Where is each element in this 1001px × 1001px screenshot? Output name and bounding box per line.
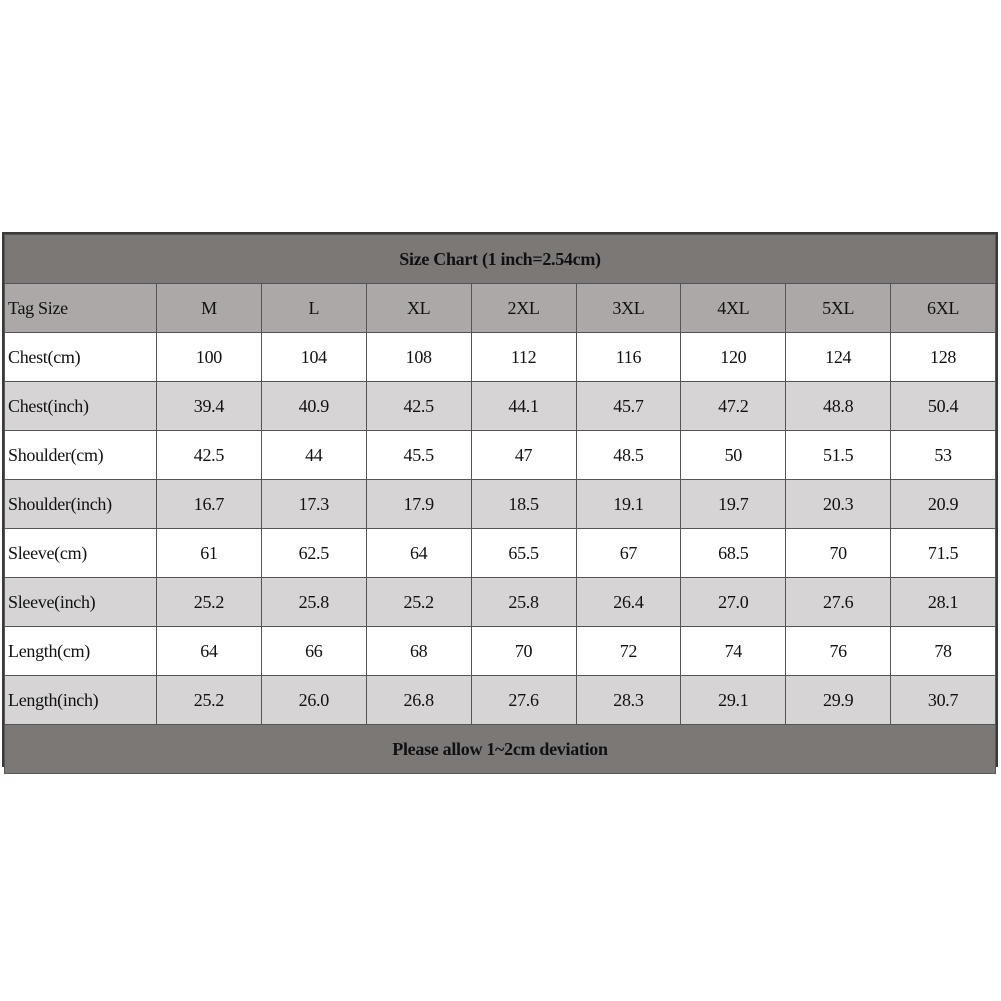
table-cell: 18.5 bbox=[471, 480, 576, 529]
size-header-xl: XL bbox=[366, 284, 471, 333]
table-cell: 28.1 bbox=[891, 578, 996, 627]
table-cell: 48.5 bbox=[576, 431, 681, 480]
table-row bbox=[5, 382, 996, 431]
table-row bbox=[5, 627, 996, 676]
table-cell: 71.5 bbox=[891, 529, 996, 578]
table-cell: 40.9 bbox=[261, 382, 366, 431]
table-cell: 25.2 bbox=[157, 676, 262, 725]
table-cell: 27.6 bbox=[786, 578, 891, 627]
header-row bbox=[5, 284, 996, 333]
row-label: Sleeve(inch) bbox=[5, 578, 157, 627]
table-cell: 120 bbox=[681, 333, 786, 382]
table-row bbox=[5, 578, 996, 627]
table-cell: 25.2 bbox=[366, 578, 471, 627]
table-cell: 100 bbox=[157, 333, 262, 382]
table-cell: 112 bbox=[471, 333, 576, 382]
table-cell: 62.5 bbox=[261, 529, 366, 578]
table-cell: 42.5 bbox=[157, 431, 262, 480]
table-cell: 53 bbox=[891, 431, 996, 480]
size-header-3xl: 3XL bbox=[576, 284, 681, 333]
table-cell: 47.2 bbox=[681, 382, 786, 431]
table-cell: 50.4 bbox=[891, 382, 996, 431]
table-cell: 108 bbox=[366, 333, 471, 382]
table-row bbox=[5, 431, 996, 480]
table-cell: 45.5 bbox=[366, 431, 471, 480]
row-label: Chest(cm) bbox=[5, 333, 157, 382]
table-cell: 17.3 bbox=[261, 480, 366, 529]
table-row bbox=[5, 333, 996, 382]
table-cell: 61 bbox=[157, 529, 262, 578]
table-cell: 72 bbox=[576, 627, 681, 676]
table-row bbox=[5, 480, 996, 529]
table-cell: 19.1 bbox=[576, 480, 681, 529]
table-cell: 116 bbox=[576, 333, 681, 382]
size-header-m: M bbox=[157, 284, 262, 333]
deviation-note: Please allow 1~2cm deviation bbox=[5, 725, 996, 774]
size-table bbox=[4, 234, 996, 774]
table-cell: 25.8 bbox=[261, 578, 366, 627]
table-cell: 16.7 bbox=[157, 480, 262, 529]
table-cell: 124 bbox=[786, 333, 891, 382]
table-cell: 29.1 bbox=[681, 676, 786, 725]
table-cell: 26.0 bbox=[261, 676, 366, 725]
table-cell: 104 bbox=[261, 333, 366, 382]
table-cell: 30.7 bbox=[891, 676, 996, 725]
size-header-4xl: 4XL bbox=[681, 284, 786, 333]
table-cell: 70 bbox=[786, 529, 891, 578]
table-row bbox=[5, 676, 996, 725]
table-cell: 78 bbox=[891, 627, 996, 676]
row-label: Shoulder(cm) bbox=[5, 431, 157, 480]
table-cell: 67 bbox=[576, 529, 681, 578]
row-label: Length(cm) bbox=[5, 627, 157, 676]
table-cell: 66 bbox=[261, 627, 366, 676]
table-cell: 25.8 bbox=[471, 578, 576, 627]
table-cell: 27.6 bbox=[471, 676, 576, 725]
row-label: Shoulder(inch) bbox=[5, 480, 157, 529]
size-chart bbox=[2, 232, 998, 767]
row-label: Sleeve(cm) bbox=[5, 529, 157, 578]
table-cell: 39.4 bbox=[157, 382, 262, 431]
table-cell: 70 bbox=[471, 627, 576, 676]
table-cell: 47 bbox=[471, 431, 576, 480]
table-cell: 20.3 bbox=[786, 480, 891, 529]
table-cell: 68 bbox=[366, 627, 471, 676]
table-cell: 50 bbox=[681, 431, 786, 480]
table-cell: 128 bbox=[891, 333, 996, 382]
table-cell: 26.4 bbox=[576, 578, 681, 627]
table-cell: 65.5 bbox=[471, 529, 576, 578]
size-header-2xl: 2XL bbox=[471, 284, 576, 333]
table-cell: 68.5 bbox=[681, 529, 786, 578]
table-cell: 27.0 bbox=[681, 578, 786, 627]
size-header-6xl: 6XL bbox=[891, 284, 996, 333]
table-cell: 51.5 bbox=[786, 431, 891, 480]
table-cell: 45.7 bbox=[576, 382, 681, 431]
table-cell: 76 bbox=[786, 627, 891, 676]
chart-title: Size Chart (1 inch=2.54cm) bbox=[5, 235, 996, 284]
table-cell: 44 bbox=[261, 431, 366, 480]
table-cell: 44.1 bbox=[471, 382, 576, 431]
row-label: Chest(inch) bbox=[5, 382, 157, 431]
table-cell: 74 bbox=[681, 627, 786, 676]
table-cell: 17.9 bbox=[366, 480, 471, 529]
table-cell: 64 bbox=[157, 627, 262, 676]
row-label: Length(inch) bbox=[5, 676, 157, 725]
table-row bbox=[5, 529, 996, 578]
size-header-l: L bbox=[261, 284, 366, 333]
title-row bbox=[5, 235, 996, 284]
table-cell: 20.9 bbox=[891, 480, 996, 529]
table-cell: 64 bbox=[366, 529, 471, 578]
table-cell: 42.5 bbox=[366, 382, 471, 431]
tag-size-label: Tag Size bbox=[5, 284, 157, 333]
table-cell: 28.3 bbox=[576, 676, 681, 725]
table-cell: 29.9 bbox=[786, 676, 891, 725]
table-cell: 26.8 bbox=[366, 676, 471, 725]
footer-row bbox=[5, 725, 996, 774]
table-cell: 19.7 bbox=[681, 480, 786, 529]
table-cell: 25.2 bbox=[157, 578, 262, 627]
size-header-5xl: 5XL bbox=[786, 284, 891, 333]
table-cell: 48.8 bbox=[786, 382, 891, 431]
